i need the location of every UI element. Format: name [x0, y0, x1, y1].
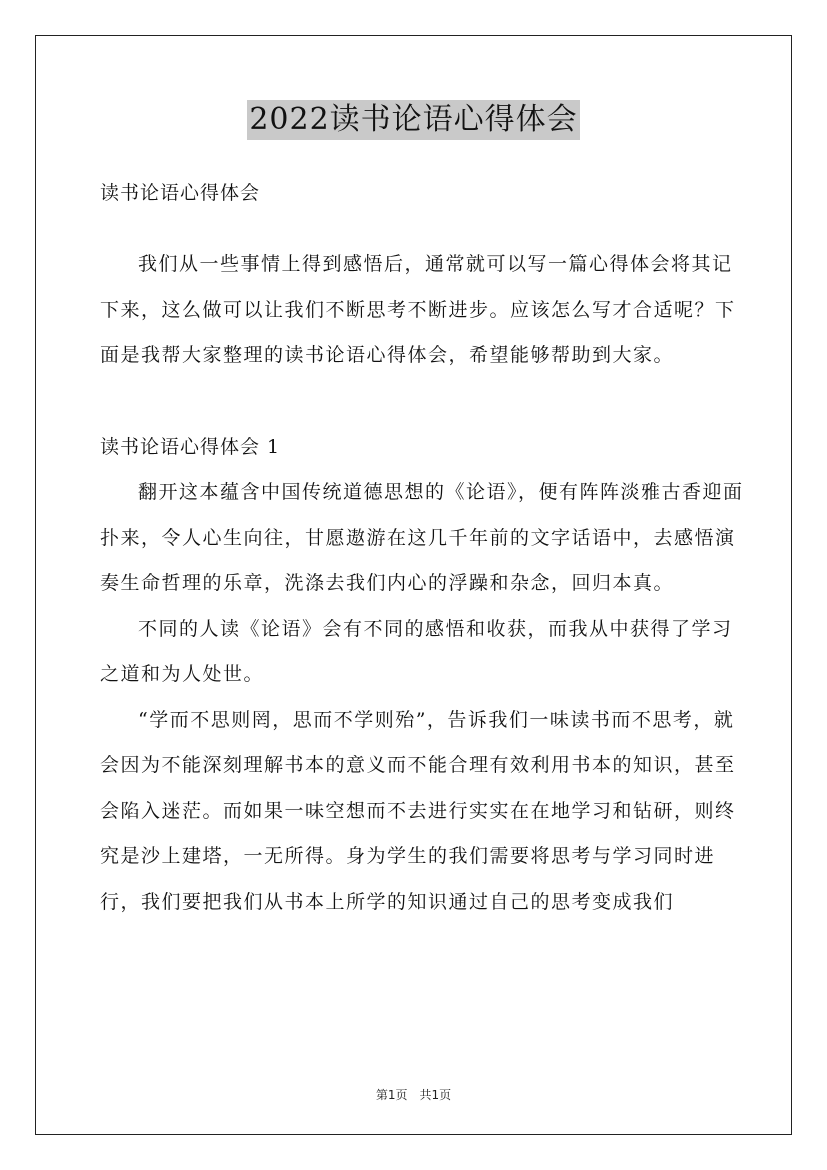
body-paragraph-3: “学而不思则罔，思而不学则殆”，告诉我们一味读书而不思考，就会因为不能深刻理解书本的意义而不能合理有效利用书本的知识，甚至会陷入迷茫。而如果一味空想而不去进行实实在在地学习和钻研，则终究是沙上建塔，一无所得。身为学生的我们需要将思考与学习同时进行，我们要把我们从书本上所学的知识通过自己的思考变成我们 [100, 708, 736, 913]
body-paragraph-1: 翻开这本蕴含中国传统道德思想的《论语》，便有阵阵淡雅古香迎面扑来，令人心生向往，甘愿遨游在这几千年前的文字话语中，去感悟演奏生命哲理的乐章，洗涤去我们内心的浮躁和杂念，回归本真。 [100, 481, 744, 594]
section-heading: 读书论语心得体会 1 [100, 436, 281, 458]
spacer [100, 216, 750, 242]
spacer [100, 379, 750, 425]
document-title: 2022读书论语心得体会 [247, 100, 579, 140]
body-paragraph-2: 不同的人读《论语》会有不同的感悟和收获，而我从中获得了学习之道和为人处世。 [100, 617, 733, 685]
title-container [0, 100, 827, 140]
document-body [100, 170, 750, 925]
subtitle: 读书论语心得体会 [100, 182, 261, 204]
page-footer: 第1页 共1页 [375, 1088, 452, 1102]
intro-paragraph: 我们从一些事情上得到感悟后，通常就可以写一篇心得体会将其记下来，这么做可以让我们不断思考不断进步。应该怎么写才合适呢？下面是我帮大家整理的读书论语心得体会，希望能够帮助到大家。 [100, 253, 736, 366]
